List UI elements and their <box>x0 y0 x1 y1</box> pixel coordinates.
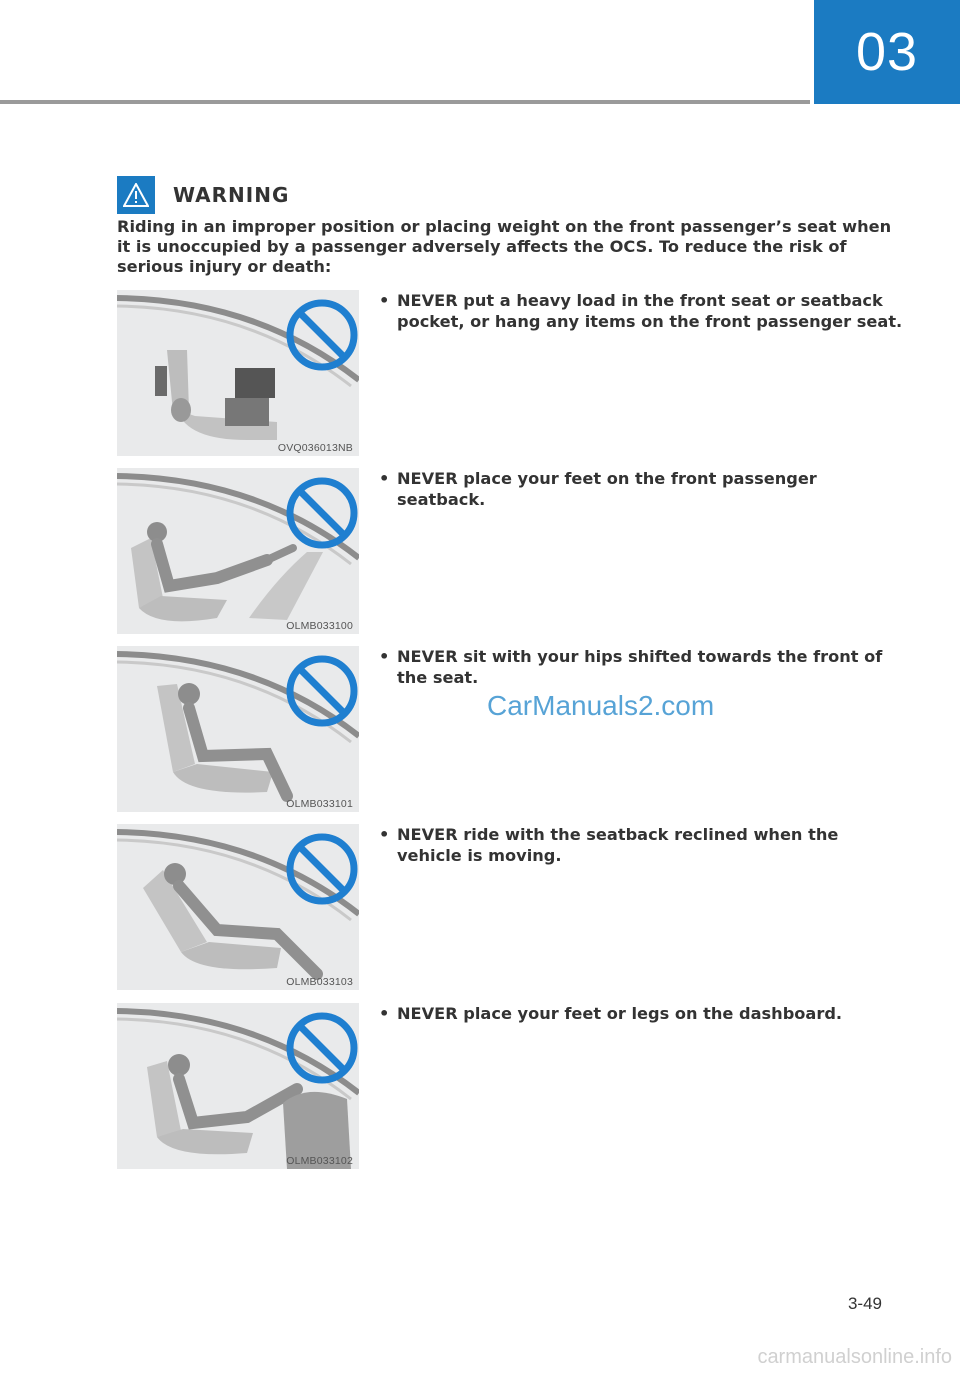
bullet-text: • NEVER sit with your hips shifted towards the front of the seat. <box>379 646 907 688</box>
warning-item <box>117 824 897 990</box>
prohibition-icon <box>117 468 359 634</box>
chapter-tab: 03 <box>814 0 960 104</box>
warning-item <box>117 646 897 812</box>
watermark: CarManuals2.com <box>487 690 715 721</box>
warning-title: WARNING <box>173 183 290 207</box>
warning-heading <box>117 176 289 214</box>
figure-code: OLMB033102 <box>286 1155 353 1167</box>
page-number: 3-49 <box>847 1294 882 1313</box>
warning-item <box>117 1003 897 1169</box>
bullet-text: • NEVER ride with the seatback reclined when the vehicle is moving. <box>379 824 907 866</box>
bullet-text: • NEVER place your feet or legs on the dashboard. <box>379 1003 907 1024</box>
bullet-text: • NEVER place your feet on the front passenger seatback. <box>379 468 907 510</box>
figure-code: OLMB033103 <box>286 976 353 988</box>
figure <box>117 646 359 812</box>
footer-site: carmanualsonline.info <box>757 1346 952 1368</box>
figure-code: OVQ036013NB <box>277 442 353 454</box>
warning-triangle-icon <box>117 176 155 214</box>
figure-code: OLMB033100 <box>286 620 353 632</box>
prohibition-icon <box>117 824 359 990</box>
prohibition-icon <box>117 646 359 812</box>
bullet-text: • NEVER put a heavy load in the front seat or seatback pocket, or hang any items on the front passenger seat. <box>379 290 907 332</box>
figure <box>117 1003 359 1169</box>
figure <box>117 290 359 456</box>
warning-item <box>117 468 897 634</box>
prohibition-icon <box>117 1003 359 1169</box>
figure <box>117 824 359 990</box>
warning-intro: Riding in an improper position or placing weight on the front passenger’s seat when it is unoccupied by a passenger adversely affects the OCS. To reduce the risk of serious injury or death: <box>117 217 892 276</box>
prohibition-icon <box>117 290 359 456</box>
warning-item <box>117 290 903 456</box>
header-rule <box>0 100 810 104</box>
figure <box>117 468 359 634</box>
figure-code: OLMB033101 <box>286 798 353 810</box>
